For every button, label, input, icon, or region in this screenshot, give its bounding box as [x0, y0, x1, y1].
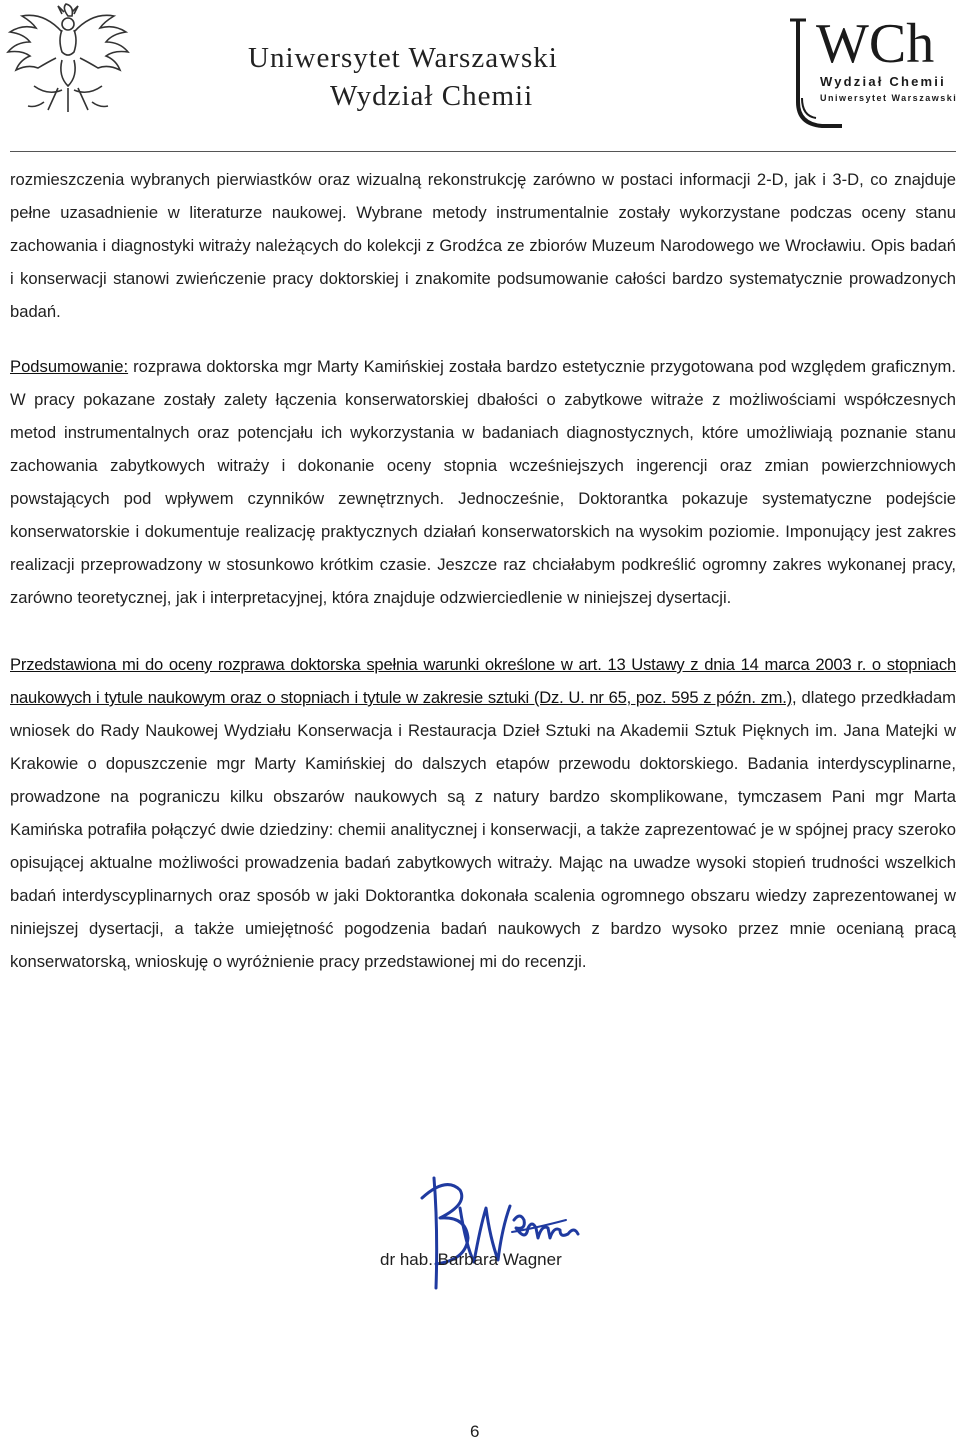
signatory-name: dr hab. Barbara Wagner — [380, 1250, 562, 1269]
conclusion-emphasis: Przedstawiona mi do oceny rozprawa doktorska spełnia warunki określone w art. 13 Ustawy z dnia 14 marca 2003 r. o stopniach naukowych i tytule naukowym oraz o stopniach i tytule w zakresie sztuki (Dz. U. nr 65, poz. 595 z późn. zm.), — [10, 655, 956, 707]
paragraph-summary — [10, 350, 956, 614]
document-header — [0, 0, 960, 150]
page-number: 6 — [470, 1422, 480, 1441]
university-name: Uniwersytet Warszawski — [248, 42, 558, 74]
summary-text: rozprawa doktorska mgr Marty Kamińskiej została bardzo estetycznie przygotowana pod względem graficznym. W pracy pokazane zostały zalety łączenia konserwatorskiej dbałości o zabytkowe witraże z możliwościami współczesnych metod instrumentalnych oraz potencjału ich wykorzystania w badaniach diagnostycznych, które umożliwiają poznanie stanu zachowania zabytkowych witraży i dokonanie oceny stopnia wcześniejszych ingerencji oraz zmian powierzchniowych powstających pod wpływem czynników zewnętrznych. Jednocześnie, Doktorantka pokazuje systematyczne podejście konserwatorskie i dokumentuje realizację praktycznych działań konserwatorskich na wysokim poziomie. Imponujący jest zakres realizacji przeprowadzony w stosunkowo krótkim czasie. Jeszcze raz chciałabym podkreślić ogromny zakres wykonanej pracy, zarówno teoretycznej, jak i interpretacyjnej, która znajduje odzwierciedlenie w niniejszej dysertacji. — [10, 357, 956, 607]
faculty-name: Wydział Chemii — [330, 80, 534, 112]
paragraph-conclusion — [10, 648, 956, 978]
document-body — [10, 163, 956, 978]
paragraph-1: rozmieszczenia wybranych pierwiastków oraz wizualną rekonstrukcję zarówno w postaci informacji 2-D, jak i 3-D, co znajduje pełne uzasadnienie w literaturze naukowej. Wybrane metody instrumentalnie zostały wykorzystane podczas oceny stanu zachowania i diagnostyki witraży należących do kolekcji z Grodźca ze zbiorów Muzeum Narodowego we Wrocławiu. Opis badań i konserwacji stanowi zwieńczenie pracy doktorskiej i znakomite podsumowanie całości bardzo systematycznie prowadzonych badań. — [10, 170, 956, 321]
wch-logo-subtitle: Wydział Chemii — [820, 74, 946, 89]
handwritten-signature — [416, 1168, 586, 1298]
wch-logo-text: WCh — [816, 13, 935, 75]
wch-logo-university: Uniwersytet Warszawski — [820, 93, 958, 103]
summary-label: Podsumowanie: — [10, 357, 129, 376]
eagle-crest-icon — [4, 2, 132, 126]
university-title — [248, 40, 688, 116]
conclusion-text: dlatego przedkładam wniosek do Rady Naukowej Wydziału Konserwacja i Restauracja Dzieł Sztuki na Akademii Sztuk Pięknych im. Jana Matejki w Krakowie o dopuszczenie mgr Marty Kamińskiej do dalszych etapów przewodu doktorskiego. Badania interdyscyplinarne, prowadzone na pograniczu kilku obszarów naukowych są z natury bardzo skomplikowane, tymczasem Pani mgr Marta Kamińska potrafiła połączyć dwie dziedziny: chemii analitycznej i konserwacji, a także zaprezentować je w spójnej pracy szeroko opisującej aktualne możliwości prowadzenia badań zabytkowych witraży. Mając na uwadze wysoki stopień trudności wszelkich badań interdyscyplinarnych oraz sposób w jaki Doktorantka dokonała scalenia ogromnego obszaru wiedzy zaprezentowanej w niniejszej dysertacji, a także umiejętność pogodzenia badań naukowych z bardzo wysoko przez mnie ocenianą pracą konserwatorską, wnioskuję o wyróżnienie pracy przedstawionej mi do recenzji. — [10, 688, 956, 971]
header-divider — [10, 151, 956, 152]
signature-block — [380, 1168, 620, 1298]
